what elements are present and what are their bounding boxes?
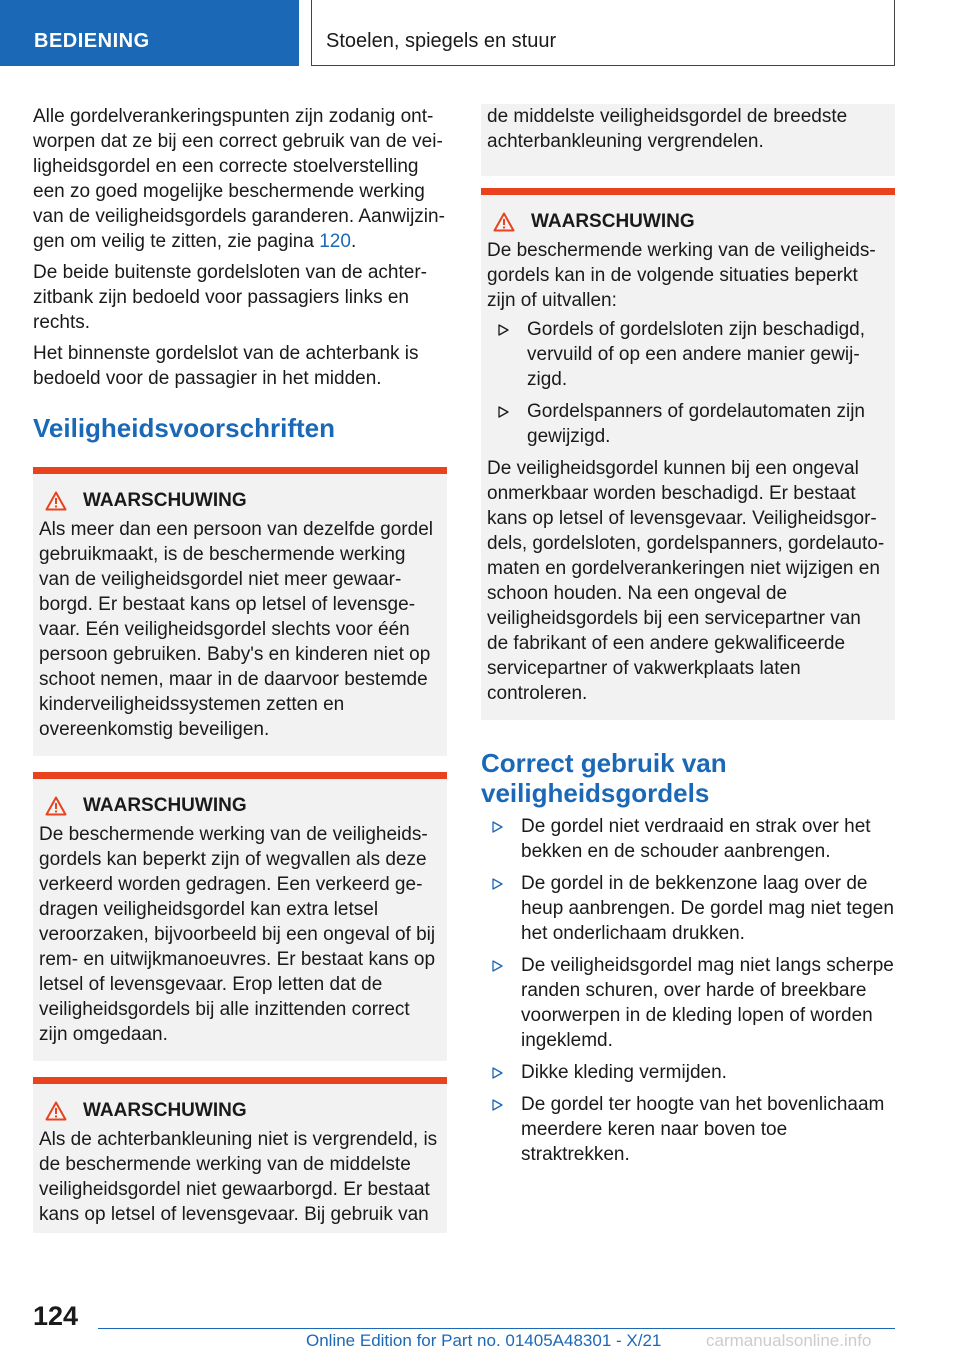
list-item: Gordelspanners of gordelautomaten zijn gewijzigd. — [487, 399, 887, 449]
page-link[interactable]: 120 — [319, 231, 351, 252]
warning-box — [33, 467, 447, 756]
warning-text: Als de achterbankleuning niet is vergrendeld, is de beschermende werking van de middelste veiligheidsgordel niet gewaarborgd. Er bestaat kans op letsel of levensgevaar. Bij gebruik van — [39, 1129, 438, 1225]
intro-paragraph: De beide buitenste gordelsloten van de achterzitbank zijn bedoeld voor passagiers links en rechts. — [33, 262, 427, 333]
triangle-bullet-icon — [491, 821, 503, 833]
list-item: Dikke kleding vermijden. — [481, 1060, 895, 1085]
header-chapter-title: Stoelen, spiegels en stuur — [326, 30, 557, 52]
list-item: De gordel ter hoogte van het bovenlichaam meerdere keren naar boven toe straktrekken. — [481, 1092, 895, 1167]
footer-edition-text: Online Edition for Part no. 01405A48301 - X/21 — [306, 1331, 662, 1350]
warning-intro: De beschermende werking van de veiligheidsgordels kan in de volgende situaties beperkt zijn of uitvallen: — [487, 240, 876, 311]
right-column — [481, 104, 895, 1174]
warning-box — [481, 188, 895, 720]
triangle-bullet-icon — [497, 324, 509, 336]
left-column — [33, 104, 447, 1233]
warning-header — [487, 209, 887, 234]
usage-list — [481, 814, 895, 1167]
triangle-bullet-icon — [491, 1067, 503, 1079]
triangle-bullet-icon — [491, 960, 503, 972]
warning-header — [39, 793, 439, 818]
warning-box — [33, 772, 447, 1061]
warning-continuation-text: de middelste veiligheidsgordel de breedste achterbankleuning vergrendelen. — [487, 106, 848, 152]
section-heading-safety: Veiligheidsvoorschriften — [33, 413, 335, 443]
warning-triangle-icon — [493, 212, 515, 232]
warning-header — [39, 488, 439, 513]
warning-header — [39, 1098, 439, 1123]
header-border-right — [894, 0, 895, 66]
triangle-bullet-icon — [491, 1099, 503, 1111]
intro-paragraph: Alle gordelverankeringspunten zijn zodanig ontworpen dat ze bij een correct gebruik van de veiligheidsgordel en een correcte stoelverstelling een zo goed mogelijke beschermende werking van de veiligheidsgordels garanderen. Aanwijzingen om veilig te zitten, zie pagina 120. — [33, 106, 445, 252]
triangle-bullet-icon — [497, 406, 509, 418]
list-item: De veiligheidsgordel mag niet langs scherpe randen schuren, over harde of breekbare voorwerpen in de kleding lopen of worden ingeklemd. — [481, 953, 895, 1053]
warning-label: WAARSCHUWING — [83, 1100, 247, 1121]
warning-text: Als meer dan een persoon van dezelfde gordel gebruikmaakt, is de beschermende werking van de veiligheidsgordel niet meer gewaarborgd. Er bestaat kans op letsel of levensgevaar. Eén veiligheidsgordel slechts voor één persoon gebruiken. Baby's en kinderen niet op schoot nemen, maar in de daarvoor bestemde kinderveiligheidssystemen zetten en overeenkomstig beveiligen. — [39, 519, 433, 740]
warning-list — [487, 317, 887, 449]
section-heading-belt-usage: Correct gebruik van veiligheidsgordels — [481, 748, 727, 808]
page-number: 124 — [33, 1301, 79, 1331]
warning-triangle-icon — [45, 796, 67, 816]
footer-rule — [98, 1328, 895, 1329]
list-item: De gordel in de bekkenzone laag over de heup aanbrengen. De gordel mag niet tegen het onderlichaam drukken. — [481, 871, 895, 946]
warning-label: WAARSCHUWING — [83, 490, 247, 511]
warning-text: De beschermende werking van de veiligheidsgordels kan beperkt zijn of wegvallen als deze verkeerd worden gedragen. Een verkeerd gedragen veiligheidsgordel kan extra letsel veroorzaken, bijvoorbeeld bij een ongeval of bij rem- en uitwijkmanoeuvres. Er bestaat kans op letsel of levensgevaar. Erop letten dat de veiligheidsgordels bij alle inzittenden correct zijn omgedaan. — [39, 824, 436, 1045]
header-section-label: BEDIENING — [0, 0, 299, 66]
warning-box — [33, 1077, 447, 1233]
warning-triangle-icon — [45, 491, 67, 511]
warning-continuation-box — [481, 104, 895, 176]
warning-triangle-icon — [45, 1101, 67, 1121]
warning-label: WAARSCHUWING — [531, 211, 695, 232]
list-item: De gordel niet verdraaid en strak over het bekken en de schouder aanbrengen. — [481, 814, 895, 864]
warning-label: WAARSCHUWING — [83, 795, 247, 816]
triangle-bullet-icon — [491, 878, 503, 890]
watermark-text: carmanualsonline.info — [706, 1331, 872, 1350]
header-divider — [311, 0, 312, 66]
header-border-bottom — [311, 65, 895, 66]
intro-paragraph: Het binnenste gordelslot van de achterbank is bedoeld voor de passagier in het midden. — [33, 343, 419, 389]
warning-outro: De veiligheidsgordel kunnen bij een ongeval onmerkbaar worden beschadigd. Er bestaat kans op letsel of levensgevaar. Veiligheidsgordels, gordelsloten, gordelspanners, gordelautomaten en gordelverankeringen niet wijzigen en schoon houden. Na een ongeval de veiligheidsgordels bij een servicepartner van de fabrikant of een andere gekwalificeerde servicepartner of vakwerkplaats laten controleren. — [487, 458, 885, 704]
list-item: Gordels of gordelsloten zijn beschadigd, vervuild of op een andere manier gewijzigd. — [487, 317, 887, 392]
